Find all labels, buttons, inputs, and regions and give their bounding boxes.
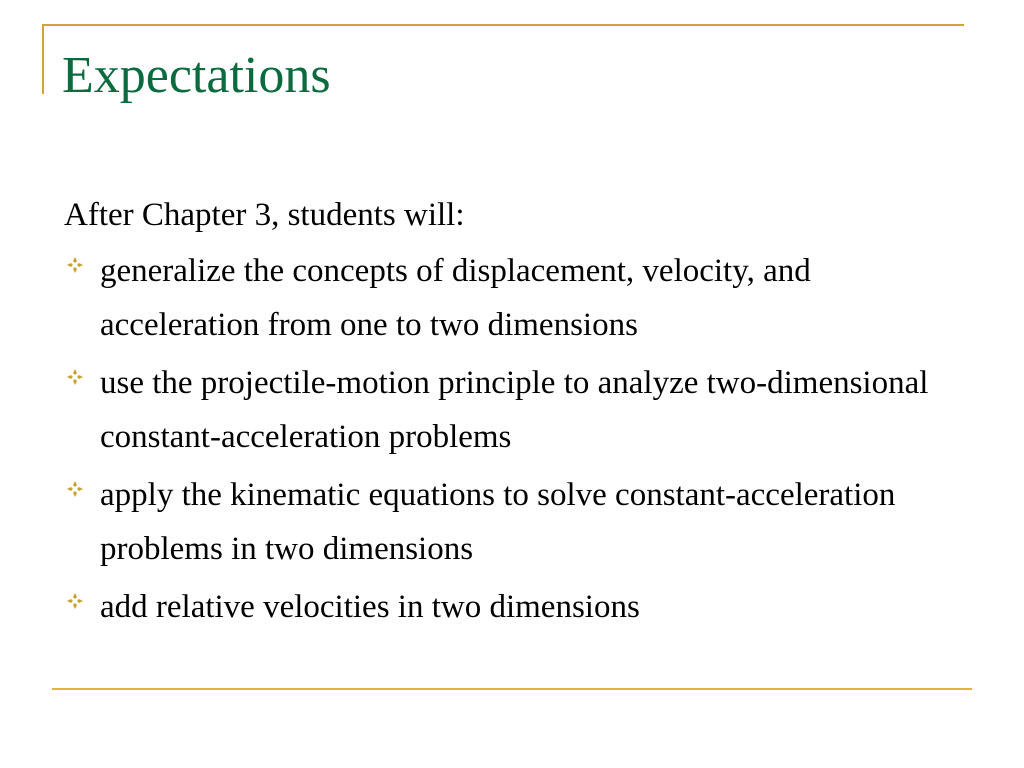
diamond-bullet-icon: [66, 368, 84, 386]
diamond-bullet-icon: [66, 480, 84, 498]
frame-vertical-rule: [42, 24, 44, 94]
slide-title: Expectations: [62, 47, 331, 104]
top-rule: [42, 24, 964, 26]
bullet-item: [64, 356, 964, 464]
bullet-item: [64, 468, 964, 576]
bullet-text: add relative velocities in two dimensions: [100, 589, 640, 625]
bullet-text: apply the kinematic equations to solve constant-acceleration problems in two dimensions: [100, 477, 896, 567]
bullet-item: [64, 580, 964, 634]
slide-body: [64, 188, 964, 638]
bottom-rule: [52, 688, 972, 690]
bullet-text: use the projectile-motion principle to analyze two-dimensional constant-acceleration problems: [100, 365, 929, 455]
diamond-bullet-icon: [66, 592, 84, 610]
bullet-text: generalize the concepts of displacement, velocity, and acceleration from one to two dimensions: [100, 253, 811, 343]
bullet-list: [64, 244, 964, 634]
intro-text: After Chapter 3, students will:: [64, 197, 465, 233]
bullet-item: [64, 244, 964, 352]
diamond-bullet-icon: [66, 256, 84, 274]
